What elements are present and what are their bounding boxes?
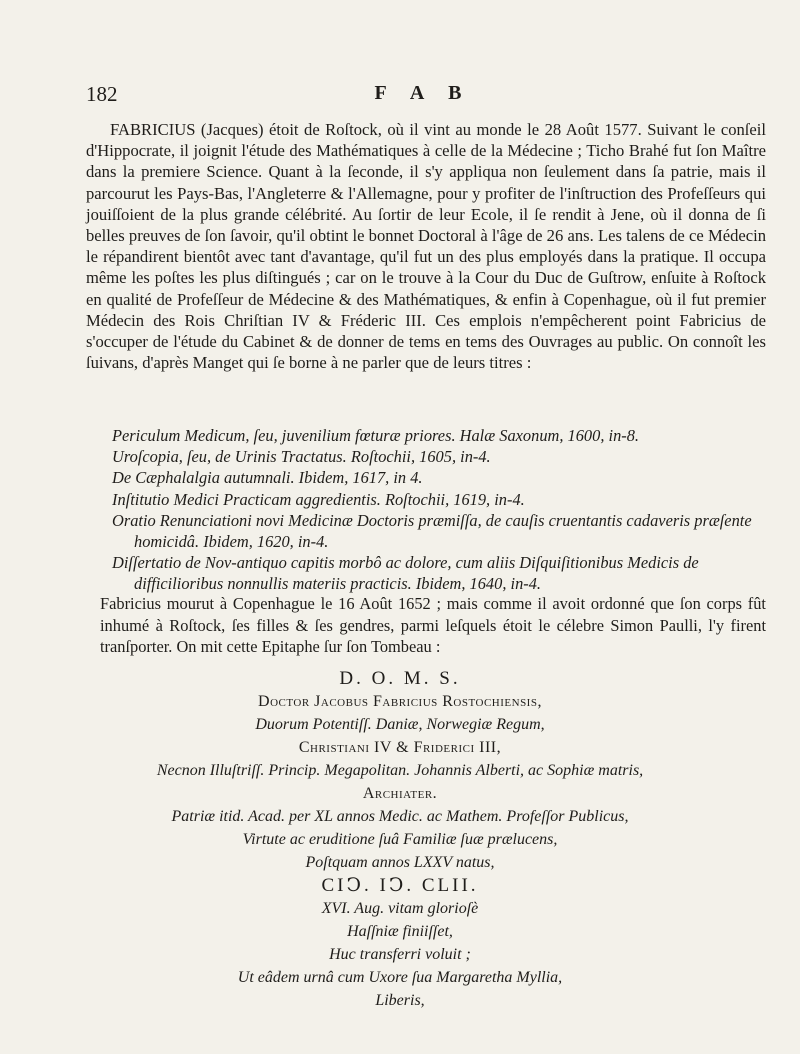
work-item: Periculum Medicum, ſeu, juvenilium fœturæ priores. Halæ Saxonum, 1600, in-8.	[112, 426, 640, 445]
epitaph-line: Huc transferri voluit ;	[329, 946, 471, 963]
work-item: De Cæphalalgia autumnali. Ibidem, 1617, in 4.	[112, 468, 423, 488]
epitaph-year: CIↃ. IↃ. CLII.	[321, 875, 479, 896]
epitaph-line: Haſſniæ finiiſſet,	[347, 923, 453, 940]
work-item: Uroſcopia, ſeu, de Urinis Tractatus. Roſtochii, 1605, in-4.	[112, 447, 491, 467]
page-header	[86, 82, 760, 108]
epitaph-line: Patriæ itid. Acad. per XL annos Medic. ac Mathem. Profeſſor Publicus,	[171, 808, 629, 825]
work-item: Oratio Renunciationi novi Medicinæ Doctoris præmiſſa, de cauſis cruentantis cadaveris præſente homicidâ. Ibidem, 1620, in-4.	[112, 510, 752, 552]
epitaph-line: XVI. Aug. vitam glorioſè	[321, 900, 479, 917]
epitaph-line: Ut eâdem urnâ cum Uxore ſua Margaretha Myllia,	[237, 969, 563, 986]
epitaph-line: Archiater.	[362, 785, 438, 802]
epitaph-line: Necnon Illuſtriſſ. Princip. Megapolitan. Johannis Alberti, ac Sophiæ matris,	[156, 762, 644, 779]
page-number: 182	[86, 82, 118, 106]
entry-paragraph: FABRICIUS (Jacques) étoit de Roſtock, où il vint au monde le 28 Août 1577. Suivant le conſeil d'Hippocrate, il joignit l'étude des Mathématiques à celle de la Médecine ; Ticho Brahé fut ſon Maître dans la premiere Science. Quant à la ſeconde, il s'y appliqua non ſeulement dans ſa patrie, mais il parcourut les Pays-Bas, l'Angleterre & l'Allemagne, pour y profiter de l'inſtruction des Profeſſeurs qui jouiſſoient de la plus grande célébrité. Au ſortir de leur Ecole, il ſe rendit à Jene, où il donna de ſi belles preuves de ſon ſavoir, qu'il obtint le bonnet Doctoral à l'âge de 26 ans. Les talens de ce Médecin le répandirent bientôt avec tant d'avantage, qu'il fut un des plus employés dans la pratique. Il occupa même les poſtes les plus diſtingués ; car on le trouve à la Cour du Duc de Guſtrow, enſuite à Roſtock en qualité de Profeſſeur de Médecine & des Mathématiques, & enfin à Copenhague, où il fut premier Médecin des Rois Chriſtian IV & Fréderic III. Ces emplois n'empêcherent point Fabricius de s'occuper de l'étude du Cabinet & de donner de tems en tems des Ouvrages au public. On connoît les ſuivans, d'après Manget qui ſe borne à ne parler que de leurs titres :	[86, 120, 766, 373]
epitaph	[0, 667, 800, 1012]
running-head: F A B	[374, 82, 472, 104]
epitaph-dedication: D. O. M. S.	[339, 668, 461, 689]
epitaph-line: Christiani IV & Friderici III,	[298, 739, 502, 756]
works-list	[112, 425, 766, 595]
work-item: Diſſertatio de Nov-antiquo capitis morbô ac dolore, cum aliis Diſquiſitionibus Medicis de difficilioribus nonnullis materiis practicis. Ibidem, 1640, in-4.	[112, 553, 699, 594]
epitaph-line: Duorum Potentiſſ. Daniæ, Norwegiæ Regum,	[255, 716, 545, 733]
epitaph-line: Liberis,	[375, 992, 425, 1009]
epitaph-line: Poſtquam annos LXXV natus,	[305, 854, 495, 871]
epitaph-line: Doctor Jacobus Fabricius Rostochiensis,	[258, 693, 542, 710]
work-item: Inſtitutio Medici Practicam aggredientis. Roſtochii, 1619, in-4.	[112, 489, 525, 509]
entry-body	[86, 119, 766, 373]
epitaph-line: Virtute ac eruditione ſuâ Familiæ ſuæ prælucens,	[242, 831, 558, 848]
closing-paragraph: Fabricius mourut à Copenhague le 16 Août 1652 ; mais comme il avoit ordonné que ſon corps fût inhumé à Roſtock, ſes filles & ſes gendres, parmi leſquels étoit le célebre Simon Paulli, l'y firent tranſporter. On mit cette Epitaphe ſur ſon Tombeau :	[100, 594, 766, 656]
